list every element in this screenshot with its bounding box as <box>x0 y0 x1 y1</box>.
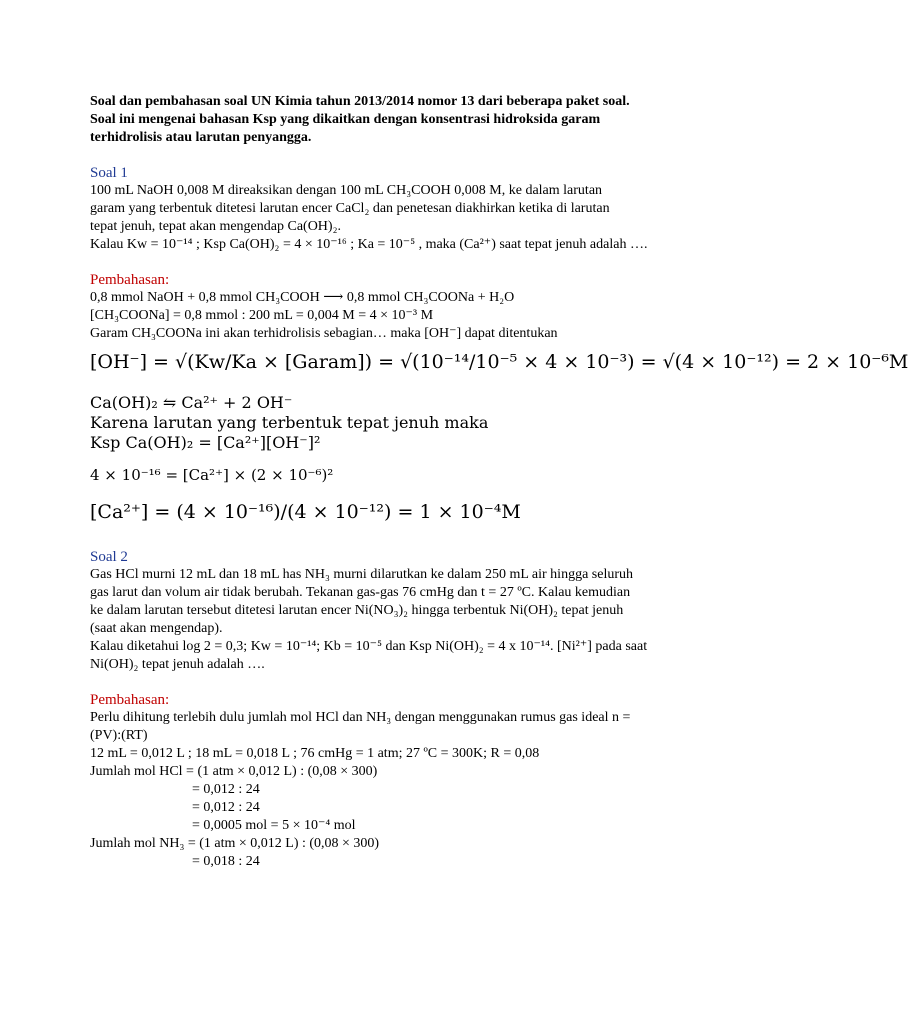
pembahasan-1-heading: Pembahasan: <box>90 272 170 288</box>
pembahasan-1-text: [CH₃COONa] = 0,8 mmol : 200 mL = 0,004 M = 4 × 10⁻³ M <box>90 308 434 323</box>
soal-2-heading: Soal 2 <box>90 549 128 565</box>
ksp-expression: Ksp Ca(OH)₂ = [Ca²⁺][OH⁻]² <box>90 433 321 452</box>
ca-formula: [Ca²⁺] = (4 × 10⁻¹⁶)/(4 × 10⁻¹²) = 1 × 10⁻⁴M <box>90 501 521 523</box>
soal-1-text: Kalau Kw = 10⁻¹⁴ ; Ksp Ca(OH)₂ = 4 × 10⁻¹⁶ ; Ka = 10⁻⁵ , maka (Ca²⁺) saat tepat jenuh adalah …. <box>90 237 648 252</box>
intro-line: Soal ini mengenai bahasan Ksp yang dikaitkan dengan konsentrasi hidroksida garam <box>90 112 601 127</box>
soal-2-text: Gas HCl murni 12 mL dan 18 mL has NH₃ murni dilarutkan ke dalam 250 mL air hingga seluruh <box>90 567 633 582</box>
pembahasan-2-text: = 0,0005 mol = 5 × 10⁻⁴ mol <box>192 818 356 833</box>
soal-1-heading: Soal 1 <box>90 165 128 181</box>
pembahasan-2-text: Jumlah mol HCl = (1 atm × 0,012 L) : (0,08 × 300) <box>90 764 378 779</box>
soal-1-text: tepat jenuh, tepat akan mengendap Ca(OH)₂. <box>90 219 341 234</box>
intro-paragraph <box>90 93 690 147</box>
soal-1-text: 100 mL NaOH 0,008 M direaksikan dengan 100 mL CH₃COOH 0,008 M, ke dalam larutan <box>90 183 603 198</box>
soal-2-text: (saat akan mengendap). <box>90 621 223 636</box>
soal-2-text: gas larut dan volum air tidak berubah. Tekanan gas-gas 76 cmHg dan t = 27 ºC. Kalau kemudian <box>90 585 631 600</box>
intro-line: Soal dan pembahasan soal UN Kimia tahun 2013/2014 nomor 13 dari beberapa paket soal. <box>90 94 630 109</box>
pembahasan-2-text: = 0,012 : 24 <box>192 782 260 797</box>
pembahasan-2-text: (PV):(RT) <box>90 728 148 743</box>
pembahasan-1-text: Garam CH₃COONa ini akan terhidrolisis sebagian… maka [OH⁻] dapat ditentukan <box>90 326 558 341</box>
pembahasan-2-text: = 0,012 : 24 <box>192 800 260 815</box>
pembahasan-2-text: Jumlah mol NH₃ = (1 atm × 0,012 L) : (0,08 × 300) <box>90 836 380 851</box>
saturated-note: Karena larutan yang terbentuk tepat jenuh maka <box>90 413 489 432</box>
intro-line: terhidrolisis atau larutan penyangga. <box>90 130 312 145</box>
soal-2-text: Kalau diketahui log 2 = 0,3; Kw = 10⁻¹⁴; Kb = 10⁻⁵ dan Ksp Ni(OH)₂ = 4 x 10⁻¹⁴. [Ni²⁺] pada saat <box>90 639 648 654</box>
pembahasan-2-text: = 0,018 : 24 <box>192 854 260 869</box>
soal-2-text: Ni(OH)₂ tepat jenuh adalah …. <box>90 657 265 672</box>
soal-2-text: ke dalam larutan tersebut ditetesi larutan encer Ni(NO₃)₂ hingga terbentuk Ni(OH)₂ tepat jenuh <box>90 603 624 618</box>
oh-formula: [OH⁻] = √(Kw/Ka × [Garam]) = √(10⁻¹⁴/10⁻⁵ × 4 × 10⁻³) = √(4 × 10⁻¹²) = 2 × 10⁻⁶M <box>90 351 908 373</box>
pembahasan-2-text: Perlu dihitung terlebih dulu jumlah mol HCl dan NH₃ dengan menggunakan rumus gas ideal n = <box>90 710 631 725</box>
document-page <box>90 93 908 871</box>
equilibrium-line: Ca(OH)₂ ⇋ Ca²⁺ + 2 OH⁻ <box>90 393 293 412</box>
pembahasan-2-text: 12 mL = 0,012 L ; 18 mL = 0,018 L ; 76 cmHg = 1 atm; 27 ºC = 300K; R = 0,08 <box>90 746 540 761</box>
ksp-substitution: 4 × 10⁻¹⁶ = [Ca²⁺] × (2 × 10⁻⁶)² <box>90 466 334 484</box>
soal-1-text: garam yang terbentuk ditetesi larutan encer CaCl₂ dan penetesan diakhirkan ketika di larutan <box>90 201 610 216</box>
pembahasan-1-text: 0,8 mmol NaOH + 0,8 mmol CH₃COOH ⟶ 0,8 mmol CH₃COONa + H₂O <box>90 290 515 305</box>
pembahasan-2-heading: Pembahasan: <box>90 692 170 708</box>
